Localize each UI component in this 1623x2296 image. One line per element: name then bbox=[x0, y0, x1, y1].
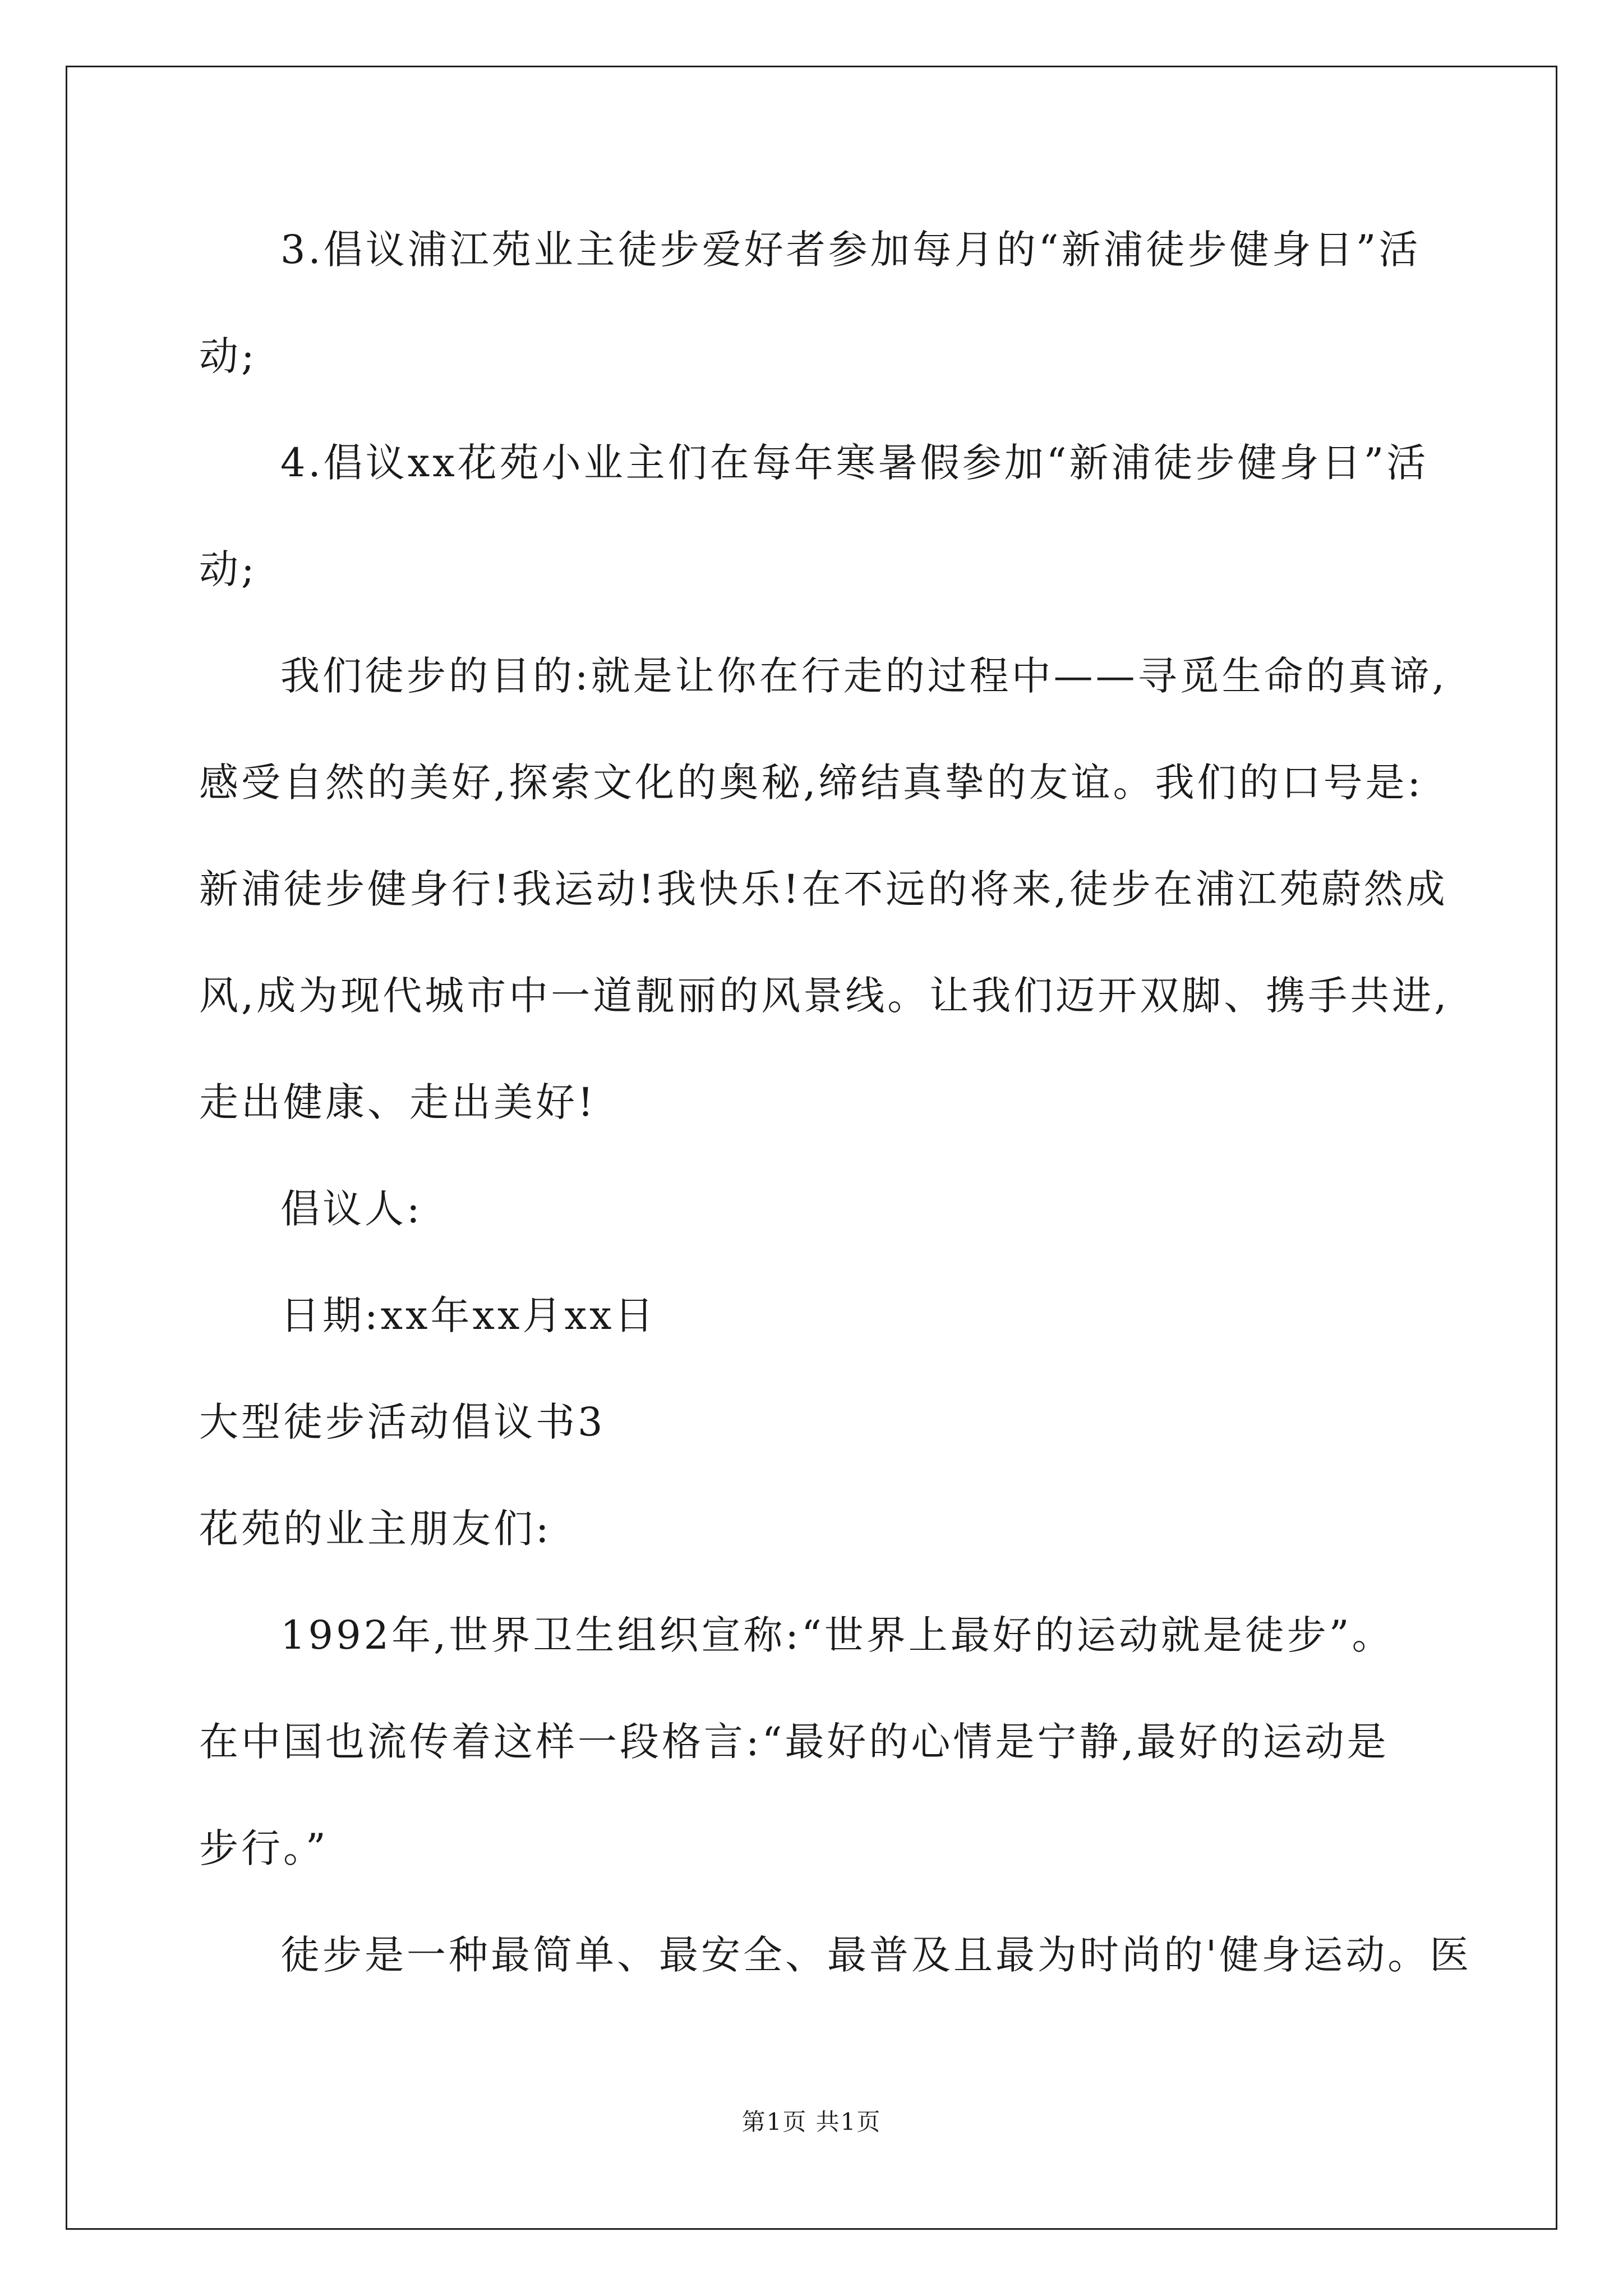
paragraph-line: 3.倡议浦江苑业主徒步爱好者参加每月的“新浦徒步健身日”活 bbox=[280, 227, 1421, 273]
paragraph-line: 徒步是一种最简单、最安全、最普及且最为时尚的'健身运动。医 bbox=[280, 1932, 1472, 1978]
paragraph-line: 走出健康、走出美好! bbox=[199, 1079, 597, 1125]
page-footer: 第1页 共1页 bbox=[741, 2108, 882, 2136]
paragraph-line: 步行。” bbox=[199, 1825, 329, 1871]
paragraph-line: 动; bbox=[199, 333, 257, 379]
date-line: 日期:xx年xx月xx日 bbox=[280, 1292, 657, 1338]
page-frame bbox=[66, 66, 1557, 2230]
paragraph-line: 新浦徒步健身行!我运动!我快乐!在不远的将来,徒步在浦江苑蔚然成 bbox=[199, 866, 1448, 912]
paragraph-line: 动; bbox=[199, 546, 257, 592]
paragraph-line: 感受自然的美好,探索文化的奥秘,缔结真挚的友谊。我们的口号是: bbox=[199, 760, 1424, 806]
paragraph-line: 1992年,世界卫生组织宣称:“世界上最好的运动就是徒步”。 bbox=[280, 1612, 1394, 1658]
section-title: 大型徒步活动倡议书3 bbox=[199, 1399, 606, 1445]
paragraph-line: 我们徒步的目的:就是让你在行走的过程中——寻觅生命的真谛, bbox=[280, 653, 1447, 699]
paragraph-line: 在中国也流传着这样一段格言:“最好的心情是宁静,最好的运动是 bbox=[199, 1719, 1389, 1765]
salutation: 花苑的业主朋友们: bbox=[199, 1506, 552, 1552]
paragraph-line: 风,成为现代城市中一道靓丽的风景线。让我们迈开双脚、携手共进, bbox=[199, 973, 1450, 1019]
paragraph-line: 4.倡议xx花苑小业主们在每年寒暑假参加“新浦徒步健身日”活 bbox=[280, 440, 1429, 486]
signature-label: 倡议人: bbox=[280, 1186, 423, 1232]
